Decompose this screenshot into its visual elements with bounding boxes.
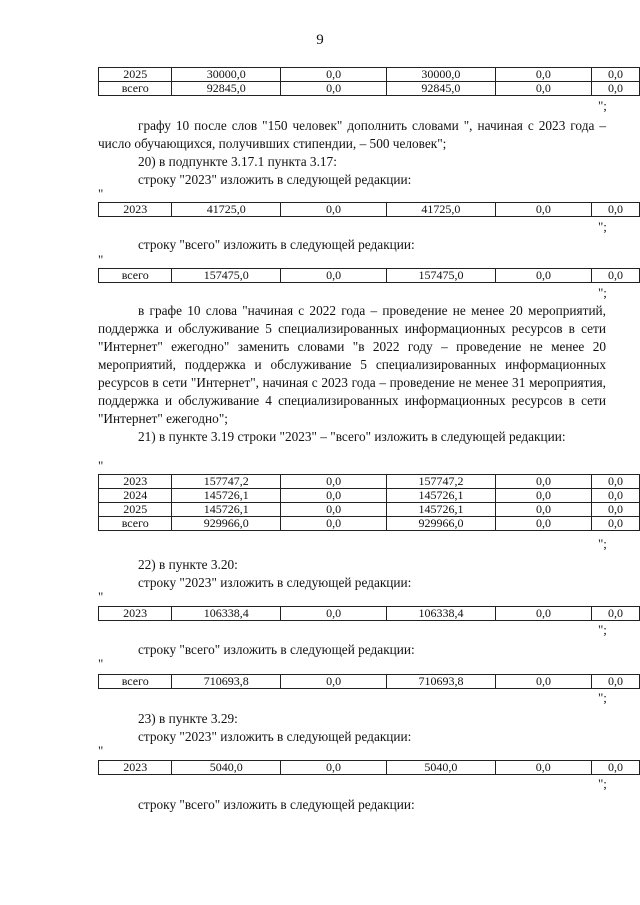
paragraph-1: графу 10 после слов "150 человек" дополнить словами ", начиная с 2023 года – число обучающихся, получивших стипендии, – 500 человек";: [98, 118, 606, 151]
paragraph-2: 20) в подпункте 3.17.1 пункта 3.17:: [138, 154, 337, 169]
cell: 0,0: [592, 607, 640, 621]
table-6: [98, 674, 640, 689]
cell: 145726,1: [172, 503, 281, 517]
table-5: [98, 606, 640, 621]
cell: 92845,0: [172, 82, 281, 96]
cell: 0,0: [495, 607, 591, 621]
close-quote: ";: [598, 690, 607, 705]
page-number: 9: [316, 32, 324, 48]
table-row: [99, 675, 640, 689]
cell: 0,0: [281, 68, 387, 82]
table-3: [98, 268, 640, 283]
cell: 0,0: [281, 517, 387, 531]
open-quote: ": [98, 656, 104, 671]
close-quote: ";: [598, 98, 607, 113]
cell: 929966,0: [387, 517, 496, 531]
cell: 0,0: [281, 203, 387, 217]
cell: 0,0: [495, 503, 591, 517]
cell: 0,0: [591, 761, 639, 775]
cell: 0,0: [281, 675, 387, 689]
cell: 0,0: [592, 503, 640, 517]
cell: 0,0: [592, 675, 640, 689]
table-row: [99, 761, 640, 775]
cell: 0,0: [495, 269, 591, 283]
paragraph-8: строку "2023" изложить в следующей редакции:: [138, 575, 412, 590]
cell: 0,0: [495, 489, 591, 503]
table-7: [98, 760, 640, 775]
cell: 0,0: [592, 489, 640, 503]
cell: 0,0: [281, 82, 387, 96]
cell: всего: [99, 269, 172, 283]
cell: 106338,4: [172, 607, 281, 621]
open-quote: ": [98, 186, 104, 201]
close-quote: ";: [598, 219, 607, 234]
cell: 0,0: [281, 607, 387, 621]
close-quote: ";: [598, 285, 607, 300]
cell: 0,0: [495, 68, 591, 82]
cell: всего: [99, 82, 172, 96]
cell: 0,0: [592, 475, 640, 489]
cell: 0,0: [592, 517, 640, 531]
cell: 157475,0: [172, 269, 281, 283]
open-quote: ": [98, 589, 104, 604]
cell: 0,0: [495, 761, 591, 775]
cell: 145726,1: [387, 489, 496, 503]
paragraph-9: строку "всего" изложить в следующей редакции:: [138, 642, 415, 657]
cell: 0,0: [592, 82, 640, 96]
cell: 0,0: [281, 269, 387, 283]
cell: 2023: [99, 475, 172, 489]
table-4: [98, 474, 640, 531]
paragraph-11: строку "2023" изложить в следующей редакции:: [138, 729, 412, 744]
cell: 0,0: [592, 68, 640, 82]
table-row: [99, 68, 640, 82]
paragraph-10: 23) в пункте 3.29:: [138, 711, 238, 726]
table-2: [98, 202, 640, 217]
cell: 157747,2: [172, 475, 281, 489]
cell: 710693,8: [172, 675, 281, 689]
cell: 92845,0: [387, 82, 496, 96]
paragraph-6: 21) в пункте 3.19 строки "2023" – "всего" изложить в следующей редакции:: [138, 429, 566, 444]
table-row: [99, 489, 640, 503]
cell: 145726,1: [387, 503, 496, 517]
cell: всего: [99, 675, 172, 689]
table-row: [99, 607, 640, 621]
cell: 2024: [99, 489, 172, 503]
cell: 5040,0: [172, 761, 281, 775]
cell: 0,0: [495, 675, 591, 689]
cell: 106338,4: [387, 607, 496, 621]
cell: 0,0: [495, 475, 591, 489]
cell: 0,0: [280, 761, 386, 775]
cell: 41725,0: [387, 203, 496, 217]
cell: 145726,1: [172, 489, 281, 503]
cell: 0,0: [592, 203, 640, 217]
paragraph-5: в графе 10 слова "начиная с 2022 года – проведение не менее 20 мероприятий, поддержка и обслуживание 5 специализированных информационных ресурсов в сети "Интернет" ежегодно" заменить словами "в 2022 году – проведение не менее 20 мероприятий, поддержка и обслуживание 5 специализированных информационных ресурсов в сети "Интернет", начиная с 2023 года – проведение не менее 31 мероприятия, поддержка и обслуживание 4 специализированных информационных ресурсов в сети "Интернет" ежегодно";: [98, 303, 606, 426]
close-quote: ";: [598, 622, 607, 637]
cell: 157747,2: [387, 475, 496, 489]
close-quote: ";: [598, 776, 607, 791]
table-row: [99, 269, 640, 283]
cell: 0,0: [281, 475, 387, 489]
table-row: [99, 503, 640, 517]
cell: 0,0: [495, 517, 591, 531]
cell: 710693,8: [387, 675, 496, 689]
paragraph-7: 22) в пункте 3.20:: [138, 557, 238, 572]
open-quote: ": [98, 252, 104, 267]
table-row: [99, 82, 640, 96]
table-row: [99, 517, 640, 531]
close-quote: ";: [598, 536, 607, 551]
cell: всего: [99, 517, 172, 531]
cell: 30000,0: [387, 68, 496, 82]
cell: 0,0: [495, 203, 591, 217]
cell: 2025: [99, 503, 172, 517]
cell: 2023: [99, 607, 172, 621]
table-1: [98, 67, 640, 96]
cell: 929966,0: [172, 517, 281, 531]
cell: 0,0: [281, 489, 387, 503]
open-quote: ": [98, 743, 104, 758]
cell: 0,0: [281, 503, 387, 517]
cell: 2023: [99, 761, 172, 775]
cell: 30000,0: [172, 68, 281, 82]
paragraph-4: строку "всего" изложить в следующей редакции:: [138, 237, 415, 252]
cell: 2023: [99, 203, 172, 217]
cell: 5040,0: [387, 761, 496, 775]
cell: 0,0: [495, 82, 591, 96]
paragraph-12: строку "всего" изложить в следующей редакции:: [138, 797, 415, 812]
paragraph-3: строку "2023" изложить в следующей редакции:: [138, 172, 412, 187]
cell: 41725,0: [172, 203, 281, 217]
table-row: [99, 475, 640, 489]
cell: 0,0: [592, 269, 640, 283]
cell: 2025: [99, 68, 172, 82]
table-row: [99, 203, 640, 217]
cell: 157475,0: [387, 269, 496, 283]
open-quote: ": [98, 458, 104, 473]
